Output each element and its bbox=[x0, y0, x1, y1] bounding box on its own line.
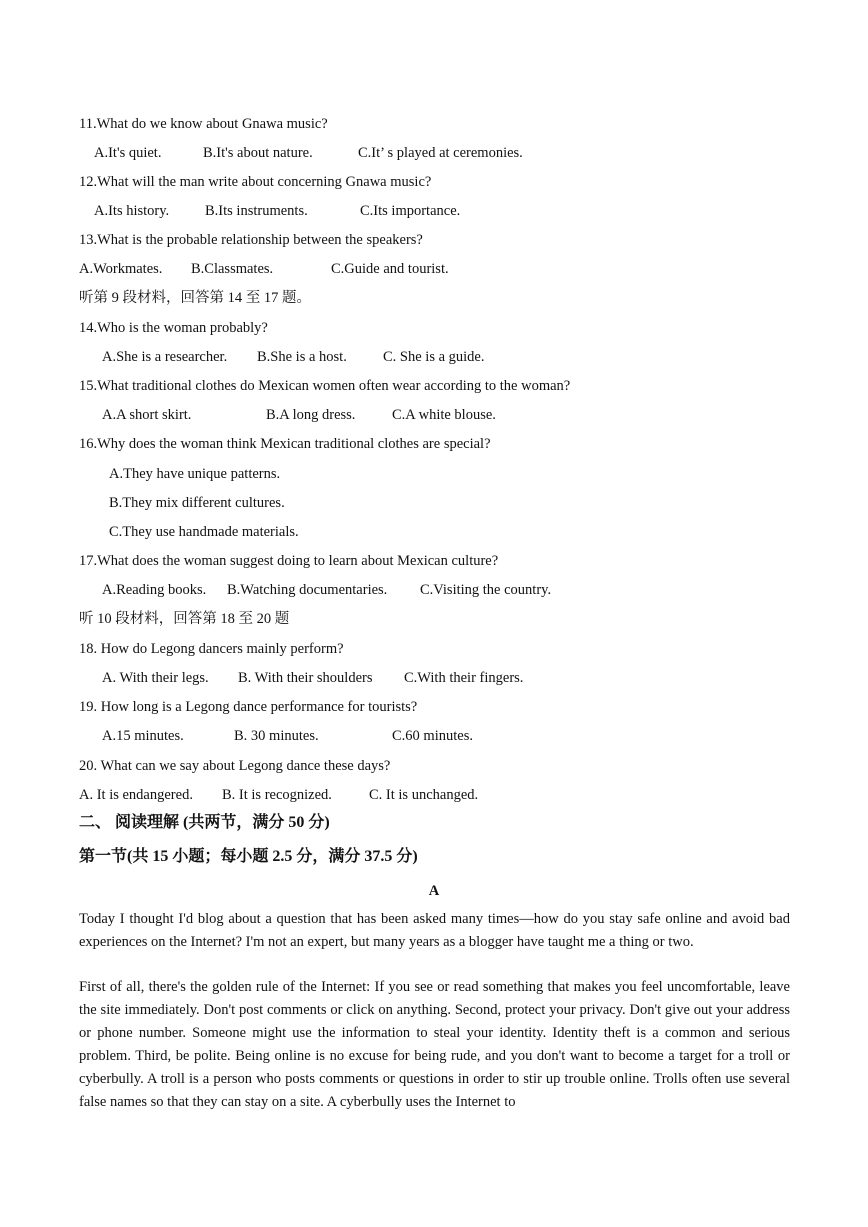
option-c: C.60 minutes. bbox=[392, 728, 473, 744]
option-a: A.Workmates. bbox=[79, 261, 163, 277]
option-c: C.With their fingers. bbox=[404, 670, 524, 686]
option-b: B. 30 minutes. bbox=[234, 728, 319, 744]
option-a: A.Reading books. bbox=[102, 582, 207, 598]
option-b: B.A long dress. bbox=[266, 407, 356, 423]
option-b: B.Classmates. bbox=[191, 261, 274, 277]
part-2-heading: 二、 阅读理解 (共两节，满分 50 分) bbox=[79, 814, 330, 831]
question-19-stem: 19. How long is a Legong dance performance for tourists? bbox=[79, 699, 418, 715]
question-11-stem: 11.What do we know about Gnawa music? bbox=[79, 116, 328, 132]
section-9-instruction: 听第 9 段材料，回答第 14 至 17 题。 bbox=[79, 290, 311, 306]
option-c: C. She is a guide. bbox=[383, 349, 485, 365]
option-c: C.Its importance. bbox=[360, 203, 461, 219]
option-b: B.Watching documentaries. bbox=[227, 582, 388, 598]
option-a: A. With their legs. bbox=[102, 670, 209, 686]
section-1-subheading: 第一节(共 15 小题；每小题 2.5 分，满分 37.5 分) bbox=[79, 848, 418, 865]
option-c: C.It’ s played at ceremonies. bbox=[358, 145, 523, 161]
option-c: C.Guide and tourist. bbox=[331, 261, 449, 277]
question-18-stem: 18. How do Legong dancers mainly perform? bbox=[79, 641, 344, 657]
question-18-options bbox=[102, 669, 523, 687]
question-16-option-a: A.They have unique patterns. bbox=[109, 466, 281, 482]
question-20-stem: 20. What can we say about Legong dance these days? bbox=[79, 758, 391, 774]
question-16-stem: 16.Why does the woman think Mexican traditional clothes are special? bbox=[79, 436, 491, 452]
question-12-options bbox=[94, 202, 460, 220]
option-c: C. It is unchanged. bbox=[369, 787, 479, 803]
question-20-options bbox=[79, 786, 478, 804]
question-14-options bbox=[102, 348, 485, 366]
question-13-stem: 13.What is the probable relationship between the speakers? bbox=[79, 232, 423, 248]
question-15-options bbox=[102, 406, 496, 424]
option-b: B.She is a host. bbox=[257, 349, 347, 365]
question-14-stem: 14.Who is the woman probably? bbox=[79, 320, 268, 336]
option-b: B. It is recognized. bbox=[222, 787, 332, 803]
passage-paragraph-2: First of all, there's the golden rule of the Internet: If you see or read something that makes you feel uncomfortable, leave the site immediately. Don't post comments or click on anything. Second, protect your privacy. Don't give out your address or phone number. Someone might use the information to steal your identity. Identity theft is a common and serious problem. Third, be polite. Being online is no excuse for being rude, and you don't want to become a target for a troll or cyberbully. A troll is a person who posts comments or questions in order to stir up trouble online. Trolls often use several false names so that they can stay on a site. A cyberbully uses the Internet to bbox=[79, 979, 790, 1110]
question-13-options bbox=[79, 260, 449, 278]
option-b: B.It's about nature. bbox=[203, 145, 313, 161]
option-a: A.Its history. bbox=[94, 203, 170, 219]
question-16-option-c: C.They use handmade materials. bbox=[109, 524, 299, 540]
option-b: B. With their shoulders bbox=[238, 670, 373, 686]
option-b: B.Its instruments. bbox=[205, 203, 308, 219]
section-10-instruction: 听 10 段材料，回答第 18 至 20 题 bbox=[79, 611, 290, 627]
question-11-options bbox=[94, 144, 523, 162]
option-a: A.It's quiet. bbox=[94, 145, 162, 161]
passage-paragraph-1: Today I thought I'd blog about a question that has been asked many times—how do you stay safe online and avoid bad experiences on the Internet? I'm not an expert, but many years as a blogger have taught me a thing or two. bbox=[79, 911, 790, 950]
option-c: C.Visiting the country. bbox=[420, 582, 552, 598]
option-a: A.15 minutes. bbox=[102, 728, 184, 744]
passage-label: A bbox=[428, 883, 440, 899]
option-c: C.A white blouse. bbox=[392, 407, 496, 423]
question-17-stem: 17.What does the woman suggest doing to learn about Mexican culture? bbox=[79, 553, 499, 569]
option-a: A.A short skirt. bbox=[102, 407, 192, 423]
question-17-options bbox=[102, 581, 551, 599]
question-12-stem: 12.What will the man write about concerning Gnawa music? bbox=[79, 174, 432, 190]
question-16-option-b: B.They mix different cultures. bbox=[109, 495, 285, 511]
option-a: A.She is a researcher. bbox=[102, 349, 228, 365]
option-a: A. It is endangered. bbox=[79, 787, 193, 803]
question-19-options bbox=[102, 727, 473, 745]
question-15-stem: 15.What traditional clothes do Mexican women often wear according to the woman? bbox=[79, 378, 571, 394]
